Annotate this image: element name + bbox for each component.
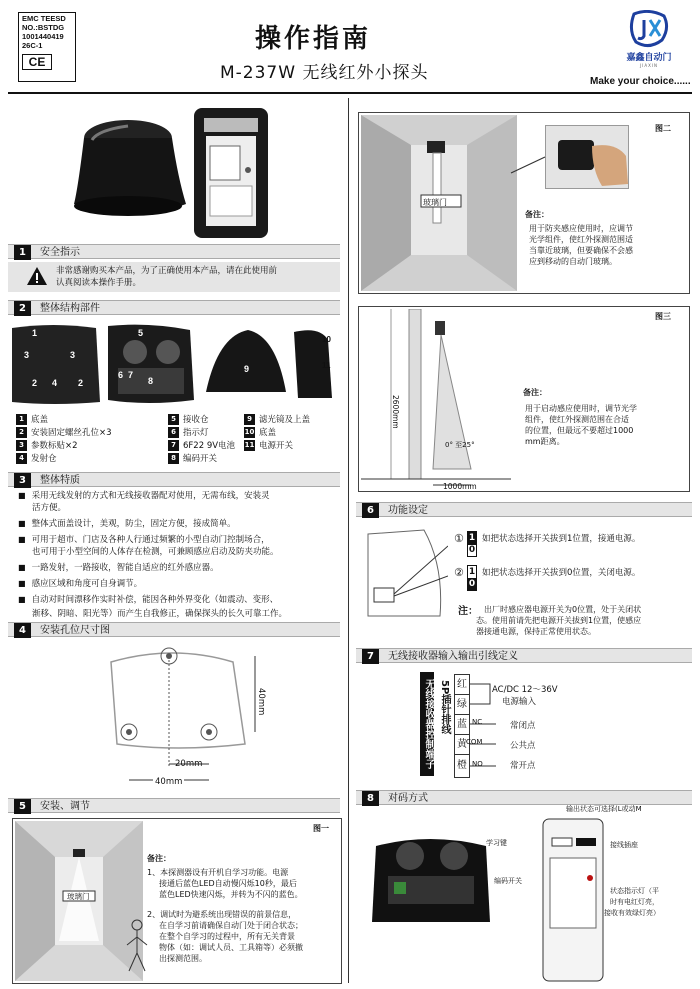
technician-icon bbox=[125, 919, 151, 977]
section-3-header: 3 整体特质 bbox=[8, 472, 340, 487]
pin-header-label: 5P插针排线 bbox=[439, 680, 450, 735]
feature-item: ■ 整体式面盖设计，美观，防尘，固定方便，接成简单。 bbox=[18, 518, 236, 530]
page-subtitle: M-237W 无线红外小探头 bbox=[220, 63, 429, 83]
led-label-3: 接收有效绿灯亮） bbox=[604, 909, 660, 917]
code-switch-label: 编码开关 bbox=[494, 877, 522, 885]
part-4: 4 发射仓 bbox=[16, 453, 57, 465]
svg-text:10: 10 bbox=[322, 335, 331, 344]
learn-key-label: 学习键 bbox=[486, 839, 507, 847]
dim-width: 40mm bbox=[155, 777, 183, 787]
part-7: 7 6F22 9V电池 bbox=[168, 440, 235, 452]
safety-notice: 非常感谢购买本产品，为了正确使用本产品，请在此使用前 认真阅读本操作手册。 bbox=[8, 262, 340, 292]
svg-text:6: 6 bbox=[118, 370, 124, 380]
plug-label: 接线插座 bbox=[610, 841, 638, 849]
section-6-header: 6 功能设定 bbox=[356, 502, 692, 517]
led-label-1: 状态指示灯（平 bbox=[610, 887, 659, 895]
svg-text:3: 3 bbox=[70, 350, 76, 360]
switch-on-icon: 1 0 bbox=[468, 533, 476, 555]
receiver-board bbox=[542, 818, 604, 982]
part-6: 6 指示灯 bbox=[168, 427, 209, 439]
angle-range: 0° 至25° bbox=[445, 441, 475, 449]
mount-height: 2600mm bbox=[391, 395, 400, 429]
feature-item: ■ 采用无线发射的方式和无线接收器配对使用，无需布线，安装灵 bbox=[18, 490, 270, 502]
part-9: 9 滤光镜及上盖 bbox=[244, 414, 310, 426]
parts-photos bbox=[8, 322, 343, 406]
header-rule bbox=[8, 92, 692, 94]
svg-text:9: 9 bbox=[244, 364, 250, 374]
svg-text:7: 7 bbox=[128, 370, 134, 380]
section-8-header: 8 对码方式 bbox=[356, 790, 692, 805]
detect-distance: 1000mm bbox=[443, 482, 477, 491]
dim-height: 40mm bbox=[256, 688, 266, 716]
svg-text:11: 11 bbox=[322, 361, 331, 370]
section-2-header: 2 整体结构部件 bbox=[8, 300, 340, 315]
hand-adjust-photo bbox=[545, 125, 629, 189]
svg-text:5: 5 bbox=[138, 328, 144, 338]
switch-diagram bbox=[364, 526, 448, 620]
figure-1-panel: 玻璃门 图一 备注： 1、本探测器设有开机自学习功能。电源 接通后蓝色LED自动慢闪烁10秒，最后 蓝色LED快速闪烁，并转为不闪的蓝色。 2、调试时为避系统出现错误的前景信息， 在自学习前请确保自动门处于闭合状态； 在整个自学习的过程中，所有无关背景 物体（如：调试人员、工具箱等）必须撤 出探测范围。 bbox=[12, 818, 342, 984]
led-label-2: 时有电红灯亮， bbox=[610, 898, 659, 906]
svg-text:2: 2 bbox=[32, 378, 38, 388]
slogan: Make your choice...... bbox=[590, 76, 691, 87]
brand-mark-icon bbox=[626, 10, 672, 48]
figure-3-panel: 2600mm 0° 至25° 1000mm 图三 备注： 用于启动感应使用时，调节光学 组件，使红外探测范围在合适 的位置，但最远不要超过1000 mm距离。 bbox=[358, 306, 690, 492]
receiver-terminal-label: 无线接收器控制端子 bbox=[420, 672, 434, 776]
svg-text:2: 2 bbox=[78, 378, 84, 388]
output-mode-label: 输出状态可选择(L或动M bbox=[566, 805, 642, 813]
switch-off-icon: 1 0 bbox=[468, 567, 476, 589]
section-1-header: 1 安全指示 bbox=[8, 244, 340, 259]
svg-text:8: 8 bbox=[148, 376, 154, 386]
svg-text:3: 3 bbox=[24, 350, 30, 360]
part-11: 11 电源开关 bbox=[244, 441, 294, 451]
feature-item: ■ 可用于超市、门店及各种人行通过频繁的小型自动门控制场合， bbox=[18, 534, 270, 546]
feature-item: ■ 感应区域和角度可自身调节。 bbox=[18, 578, 142, 590]
section-4-header: 4 安装孔位尺寸图 bbox=[8, 622, 340, 637]
part-5: 5 接收仓 bbox=[168, 414, 209, 426]
part-2: 2 安装固定螺丝孔位×3 bbox=[16, 427, 112, 439]
part-8: 8 编码开关 bbox=[168, 453, 217, 465]
svg-text:4: 4 bbox=[52, 378, 58, 388]
parts-list bbox=[16, 414, 346, 464]
figure-2-label: 图二 bbox=[655, 124, 671, 133]
figure-3-label: 图三 bbox=[655, 312, 671, 321]
column-divider bbox=[348, 98, 349, 983]
part-10: 10 底盖 bbox=[244, 428, 277, 438]
ce-mark: CE bbox=[22, 54, 52, 70]
feature-item: ■ 一路发射，一路接收，智能自适应的红外感应器。 bbox=[18, 562, 219, 574]
section-5-header: 5 安装、调节 bbox=[8, 798, 340, 813]
product-photo-receiver bbox=[192, 106, 270, 240]
wire-color-list: 红 绿 蓝 黄 橙 bbox=[454, 674, 470, 778]
brand-logo: 嘉鑫自动门 JIAXIN bbox=[614, 10, 684, 72]
feature-item: ■ 自动对时间漂移作实时补偿，能因各种外界变化（如震动、变形、 bbox=[18, 594, 278, 606]
section-7-header: 7 无线接收器输入输出引线定义 bbox=[356, 648, 692, 663]
part-3: 3 参数标贴×2 bbox=[16, 440, 78, 452]
page-title: 操作指南 bbox=[255, 24, 372, 54]
product-photo-sensor bbox=[68, 108, 188, 228]
warning-icon bbox=[26, 266, 48, 289]
sensor-open-photo bbox=[368, 826, 492, 926]
dim-width-half: 20mm bbox=[175, 759, 203, 769]
part-1: 1 底盖 bbox=[16, 414, 48, 426]
mounting-hole-diagram bbox=[95, 640, 305, 788]
svg-text:1: 1 bbox=[32, 328, 38, 338]
figure-2-panel: 玻璃门 图二 备注： 用于防夹感应使用时，应调节 光学组件，使红外探测范围适 当靠近玻璃，但要确保不会感 应到移动的自动门玻璃。 bbox=[358, 112, 690, 294]
certification-box: EMC TEESD NO.:BSTDG 1001440419 26C-1 CE bbox=[18, 12, 76, 82]
figure-1-label: 图一 bbox=[313, 824, 329, 833]
